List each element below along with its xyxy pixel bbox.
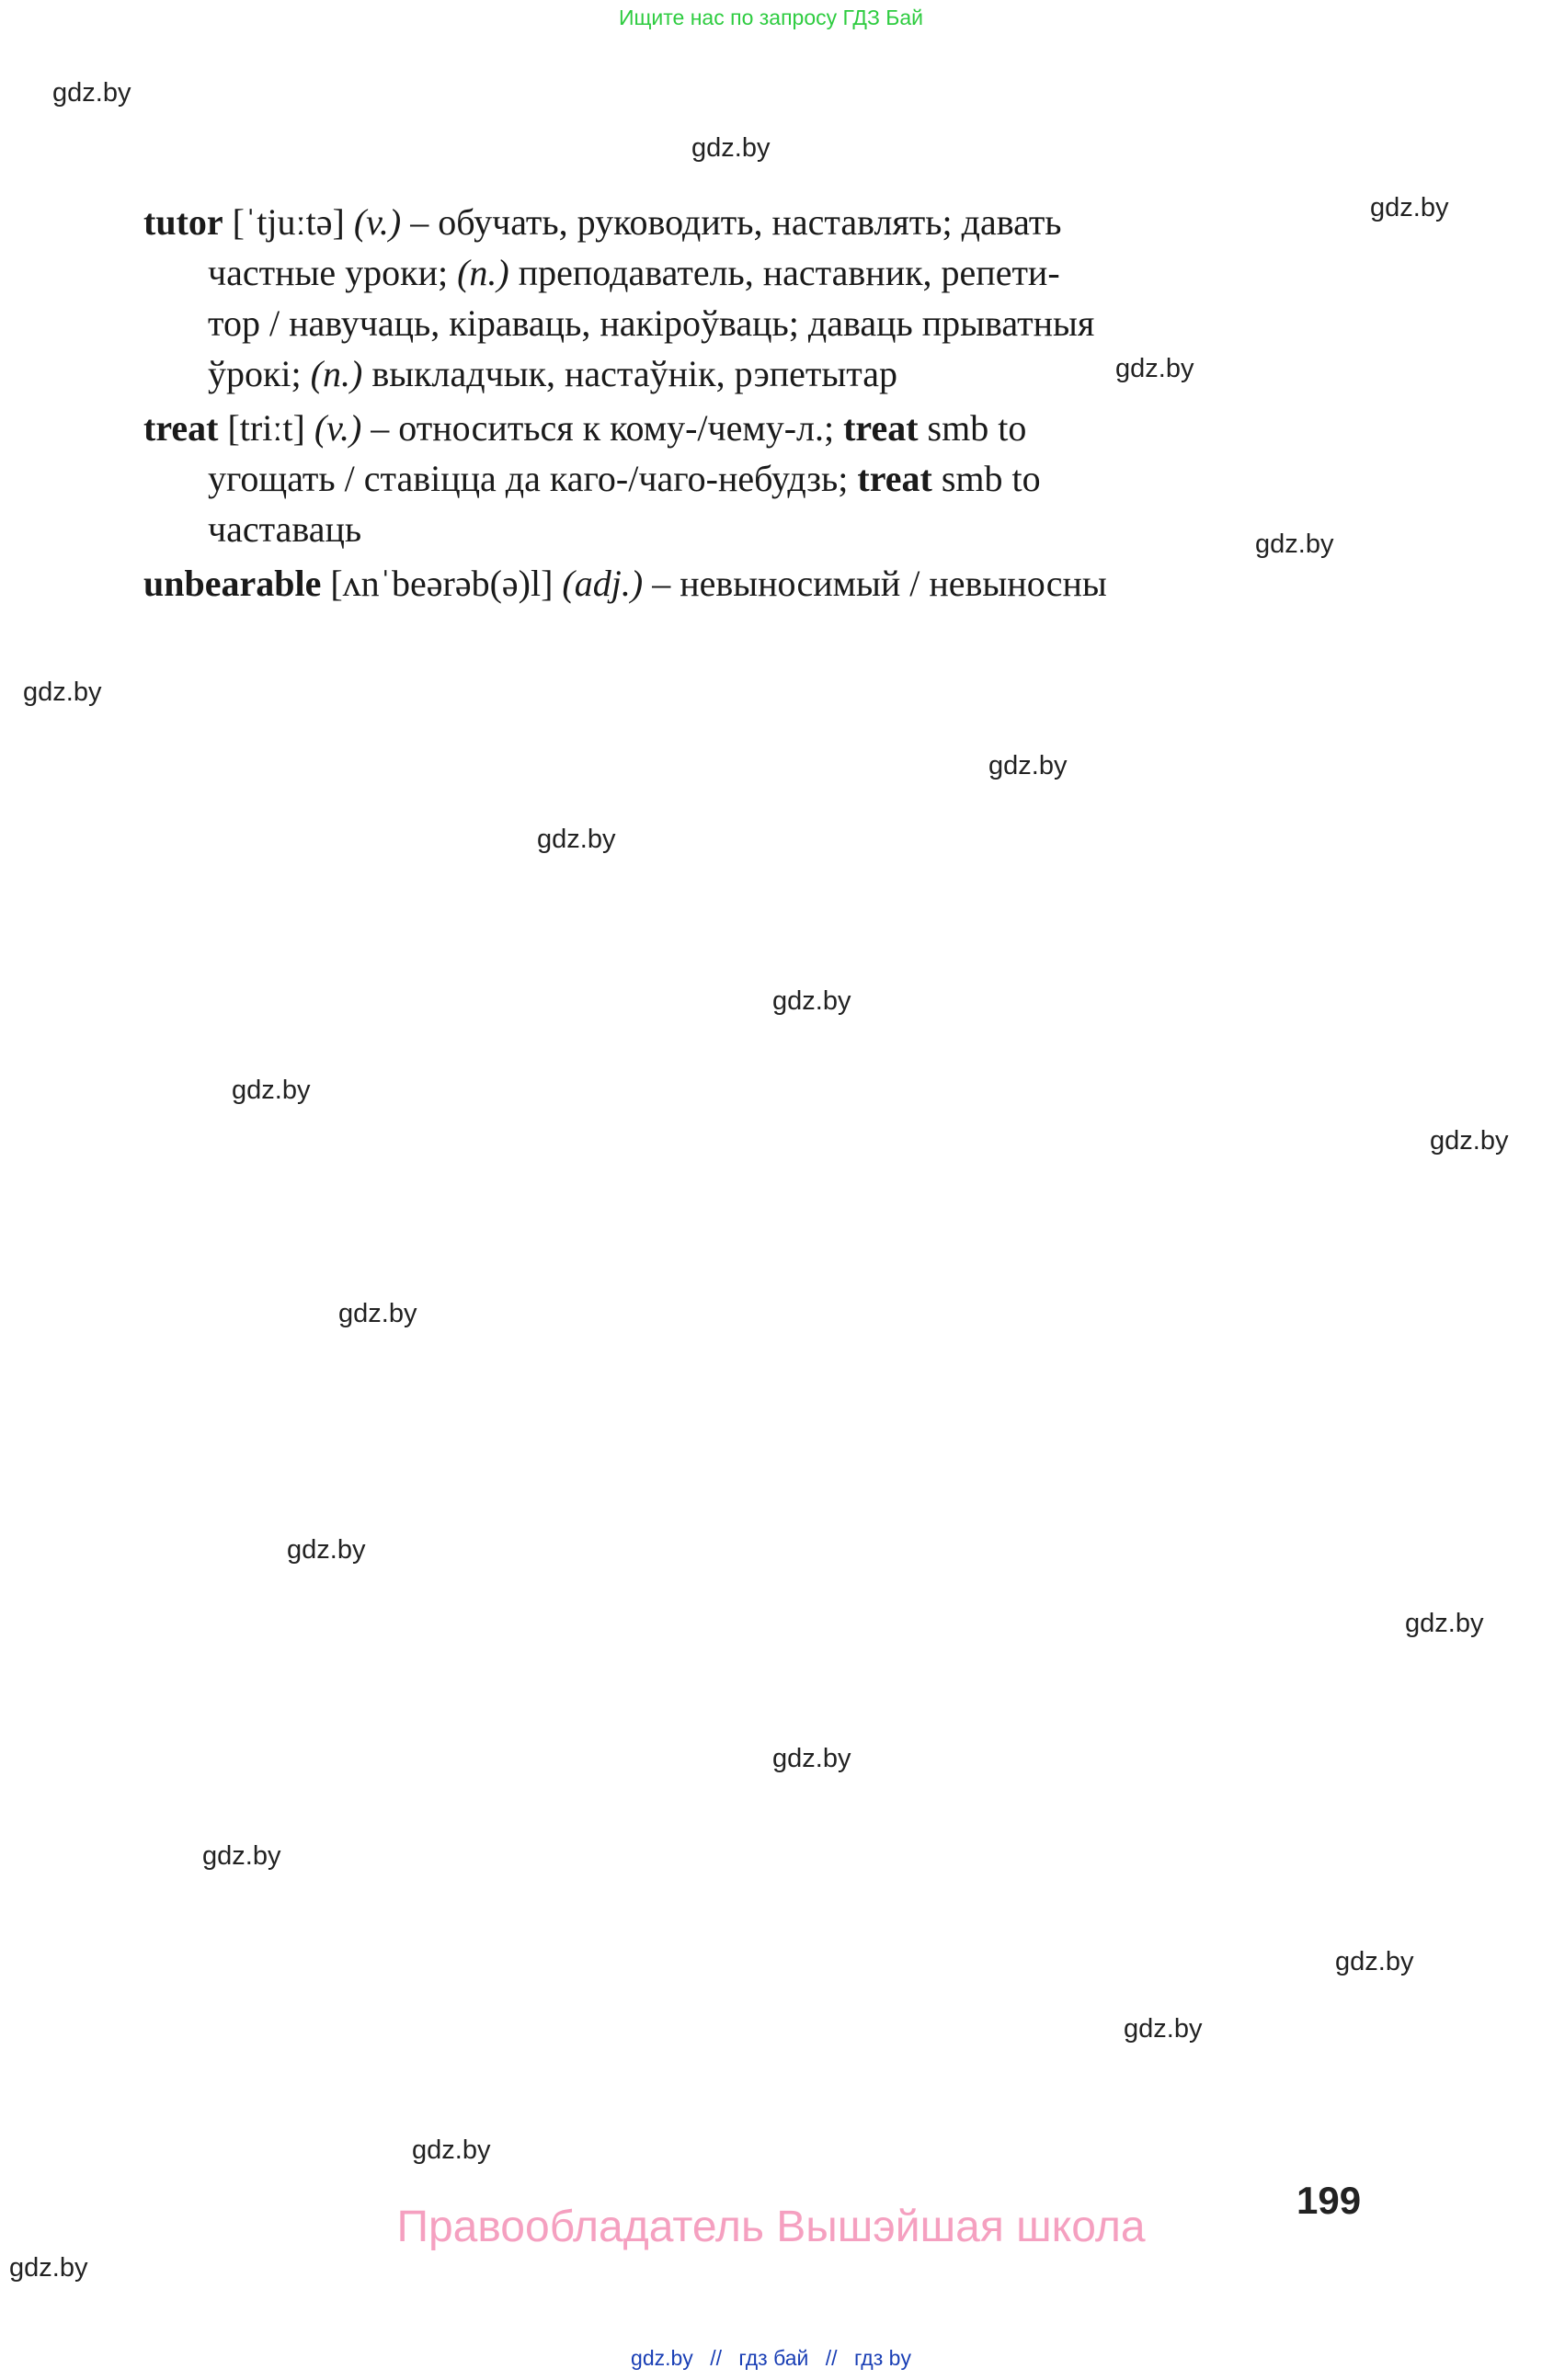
entry-line [143,197,1366,247]
entry-tutor [143,197,1366,399]
headword: unbearable [143,563,322,604]
bottom-links [0,2346,1542,2371]
watermark: gdz.by [1335,1947,1414,1976]
watermark: gdz.by [52,78,131,108]
watermark: gdz.by [537,825,616,854]
phrase-headword: treat [843,407,919,449]
watermark: gdz.by [988,751,1068,780]
entry-line [143,504,1366,554]
watermark: gdz.by [1124,2014,1203,2044]
bottom-link-gdz-by[interactable]: gdz.by [631,2346,693,2370]
page-number: 199 [1296,2179,1362,2222]
link-separator: // [710,2346,722,2370]
part-of-speech: (n.) [457,252,509,293]
definition-text: smb to [918,407,1027,449]
headword: tutor [143,201,223,243]
watermark: gdz.by [202,1841,281,1871]
definition-text: smb to [931,458,1041,499]
definition-text: тор / навучаць, кіраваць, накіроўваць; даваць прыватныя [208,302,1095,344]
top-search-banner[interactable]: Ищите нас по запросу ГДЗ Бай [618,6,924,29]
definition-text: ўрокі; [208,353,311,394]
watermark: gdz.by [23,678,102,707]
watermark: gdz.by [1430,1126,1509,1156]
link-separator: // [825,2346,838,2370]
watermark: gdz.by [691,133,771,163]
entry-unbearable [143,558,1366,609]
definition-text: угощать / ставіцца да каго-/чаго-небудзь; [208,458,858,499]
entry-treat [143,403,1366,554]
definition-text: частаваць [208,508,362,550]
bottom-link-gdz-by-mixed[interactable]: гдз by [853,2346,911,2370]
rights-holder-notice: Правообладатель Вышэйшая школа [396,2203,1146,2251]
definition-text: частные уроки; [208,252,458,293]
part-of-speech: (v.) [314,407,362,449]
watermark: gdz.by [1370,193,1449,222]
watermark: gdz.by [338,1299,417,1328]
definition-text: – невыносимый / невыносны [643,563,1107,604]
watermark: gdz.by [772,986,851,1016]
phrase-headword: treat [857,458,932,499]
entry-line [143,298,1366,348]
transcription: [ˈtjuːtə] [223,201,354,243]
transcription: [triːt] [218,407,314,449]
watermark: gdz.by [1115,354,1194,383]
part-of-speech: (n.) [310,353,363,394]
watermark: gdz.by [1255,530,1334,559]
transcription: [ʌnˈbeərəb(ə)l] [321,563,563,604]
definition-text: выкладчык, настаўнік, рэпетытар [362,353,897,394]
part-of-speech: (adj.) [562,563,644,604]
watermark: gdz.by [1405,1609,1484,1638]
definition-text: преподаватель, наставник, репети- [508,252,1060,293]
definition-text: – обучать, руководить, наставлять; давать [401,201,1062,243]
entry-line [143,453,1366,504]
watermark: gdz.by [412,2135,491,2165]
entry-line [143,403,1366,453]
headword: treat [143,407,219,449]
entry-line [143,247,1366,298]
bottom-link-gdz-bai[interactable]: гдз бай [738,2346,809,2370]
definition-text: – относиться к кому-/чему-л.; [361,407,844,449]
watermark: gdz.by [232,1076,311,1105]
watermark: gdz.by [772,1744,851,1773]
entry-line [143,558,1366,609]
part-of-speech: (v.) [353,201,402,243]
entry-line [143,348,1366,399]
watermark: gdz.by [287,1535,366,1565]
watermark: gdz.by [9,2253,88,2283]
